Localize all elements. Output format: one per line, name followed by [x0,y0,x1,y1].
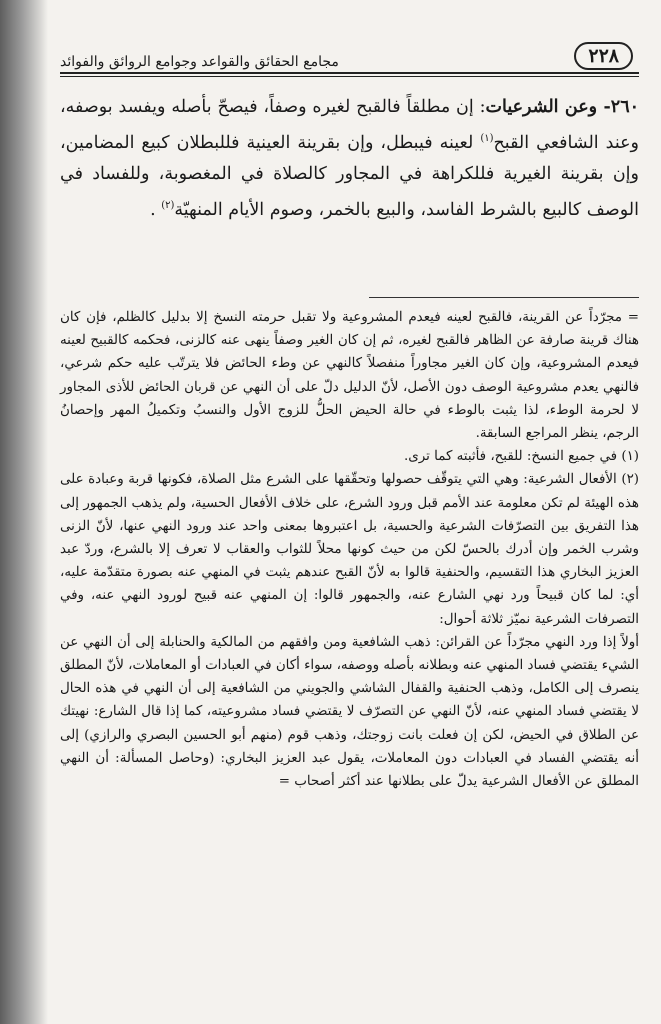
paragraph-end: . [150,199,162,220]
footnotes [60,306,639,793]
footnote-2-cont: أولاً إذا ورد النهي مجرّداً عن القرائن: ذهب الشافعية ومن وافقهم من المالكية والحنابلة إلى أن النهي عن الشيء يقتضي فساد المنهي عنه وبطلانه بأصله ووصفه، سواء أكان في العبادات أو المعاملات، لأنّ المطلق ينصرف إلى الكامل، وذهب الحنفية والقفال الشاشي والجويني من الشافعية إلى أن النهي في هذه الحال لا يقتضي فساد المنهي عنه، لأنّ النهي عن التصرّف لا يقتضي فساد مشروعيته، كما إذا قال الشارع: نهيتك عن الطلاق في الحيض، لكن إن فعلت بانت زوجتك، وذهب قوم (منهم أبو الحسين البصري والرازي) إلى أنه يقتضي الفساد في العبادات دون المعاملات، يقول عبد العزيز البخاري: (وحاصل المسألة: أن النهي المطلق عن الأفعال الشرعية يدلّ على بطلانها عند أكثر أصحاب = [60,634,639,790]
footnote-ref-1: (١) [480,133,494,144]
header-rule [60,72,639,74]
paragraph-text: : إن مطلقاً فالقبح لغيره وصفاً، فيصحّ بأصله ويفسد بوصفه، وعند الشافعي القبح [60,97,639,153]
main-text [60,92,639,226]
running-title: مجامع الحقائق والقواعد وجوامع الروائق والفوائد [60,54,339,70]
page-header [60,44,639,70]
footnote-2: (٢) الأفعال الشرعية: وهي التي يتوقّف حصولها وتحقّقها على الشرع مثل الصلاة، فكونها قربة وعبادة على هذه الهيئة لم تكن معلومة عند الأمم قبل ورود الشرع، على خلاف الأفعال الحسية، ولم يذهب الجمهور إلى هذا التفريق بين التصرّفات الشرعية والحسية، بل اعتبروها بمعنى واحد عند ورود النهي عنها، لأنّ الزنى وشرب الخمر وإن أدرك بالحسّ لكن من حيث كونها محلاً للثواب والعقاب لا تعرف إلا بالشرع، وردّ عبد العزيز البخاري هذا التقسيم، والحنفية قالوا به لأنّ القبح عندهم يثبت في المنهي عنه بصورة متقدّمة عليه، أي: لما كان قبيحاً ورد نهي الشارع عنه، والجمهور قالوا: إن المنهي عنه قبيح لورود النهي عنه، وفي التصرفات الشرعية نميّز ثلاثة أحوال: [60,472,639,627]
book-page [60,0,639,1024]
footnote-separator [369,297,639,298]
footnote-ref-2: (٢) [161,199,175,211]
paragraph-number: ٢٦٠- [597,97,639,117]
footnote-1: (١) في جميع النسخ: للقبح، فأثبته كما ترى. [404,449,639,465]
paragraph-lead: وعن الشرعيات [485,97,598,117]
book-gutter-shadow [0,0,48,1024]
page-number: ٢٢٨ [574,42,633,70]
footnote-continued: = مجرّداً عن القرينة، فالقبح لعينه فيعدم المشروعية ولا تقبل حرمته النسخ إلا بدليل كالظلم، فإن كان هناك قرينة صارفة عن الظاهر فالقبح لغيره، ثم إن كان الغير وصفاً ينهى عنه كالزنى، فحكمه كالقبيح لعينه فيعدم المشروعية، وإن كان الغير مجاوراً منفصلاً كالنهي عن وطء الحائض فلا يترتّب عليه حكم شرعي، فالنهي يعدم مشروعية الوصف دون الأصل، لأنّ الدليل دلّ على أن النهي عن قربان الحائض للأذى المجاور لا لحرمة الوطء، لذا يثبت بالوطء في حالة الحيض الحلُّ للزوج الأول والنسبُ وتكميلُ المهر وإحصانُ الرجم، ينظر المراجع السابقة. [60,310,639,442]
header-rule-thin [60,76,639,77]
paragraph-text-cont: لعينه فيبطل، وإن بقرينة العينية فللبطلان كبيع المضامين، وإن بقرينة الغيرية فللكراهة في المجاور كالصلاة في المغصوبة، وللفساد في الوصف كالبيع بالشرط الفاسد، والبيع بالخمر، وصوم الأيام المنهيّة [60,132,639,220]
paragraph-260 [60,92,639,226]
